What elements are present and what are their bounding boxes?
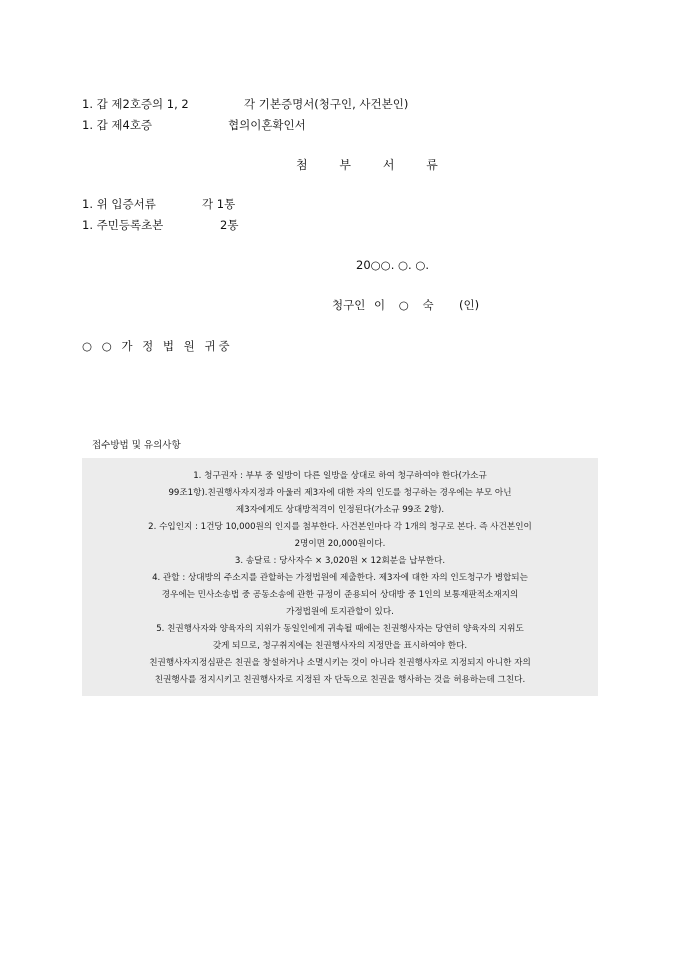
note-line: 99조1항).친권행사자지정과 아울러 제3자에 대한 자의 인도를 청구하는 경우에는 부모 아닌 bbox=[168, 488, 512, 498]
note-line: 제3자에게도 상대방적격이 인정된다(가소규 99조 2항). bbox=[235, 505, 445, 515]
signer-role: 청구인 bbox=[332, 298, 366, 312]
signature-block bbox=[332, 297, 479, 313]
note-line: 3. 송달료 : 당사자수 × 3,020원 × 12회분을 납부한다. bbox=[234, 556, 446, 566]
attachment-count: 2통 bbox=[220, 218, 239, 232]
evidence-item bbox=[82, 117, 306, 133]
notes-box bbox=[82, 458, 598, 696]
note-line: 2명이면 20,000원이다. bbox=[294, 539, 386, 549]
attachments-title: 첨 부 서 류 bbox=[296, 158, 452, 172]
note-line: 1. 청구권자 : 부부 중 일방이 다른 일방을 상대로 하여 청구하여야 한다(가소규 bbox=[193, 471, 487, 481]
evidence-item bbox=[82, 96, 408, 112]
notes-title: 접수방법 및 유의사항 bbox=[92, 440, 181, 451]
note-line: 친권행사를 정지시키고 친권행사자로 지정된 자 단독으로 친권을 행사하는 것을 허용하는데 그친다. bbox=[154, 675, 526, 685]
evidence-number: 1. 갑 제4호증 bbox=[82, 118, 153, 132]
signer-name: 이 ○ 숙 bbox=[374, 298, 439, 312]
note-line: 갖게 되므로, 청구취지에는 친권행사자의 지정만을 표시하여야 한다. bbox=[212, 641, 468, 651]
note-line: 5. 친권행사자와 양육자의 지위가 동일인에게 귀속될 때에는 친권행사자는 당연히 양육자의 지위도 bbox=[156, 624, 524, 634]
note-line: 4. 관할 : 상대방의 주소지를 관할하는 가정법원에 제출한다. 제3자에 대한 자의 인도청구가 병합되는 bbox=[152, 573, 528, 583]
attachment-name: 1. 주민등록초본 bbox=[82, 218, 164, 232]
attachment-name: 1. 위 입증서류 bbox=[82, 197, 156, 211]
note-line: 2. 수입인지 : 1건당 10,000원의 인지를 첨부한다. 사건본인마다 각 1개의 청구로 본다. 즉 사건본인이 bbox=[148, 522, 532, 532]
evidence-number: 1. 갑 제2호증의 1, 2 bbox=[82, 97, 189, 111]
attachment-item bbox=[82, 217, 238, 233]
note-line: 경우에는 민사소송법 중 공동소송에 관한 규정이 준용되어 상대방 중 1인의 보통재판적소재지의 bbox=[161, 590, 519, 600]
note-line: 친권행사자지정심판은 친권을 창설하거나 소멸시키는 것이 아니라 친권행사자로 지정되지 아니한 자의 bbox=[149, 658, 531, 668]
evidence-description: 협의이혼확인서 bbox=[228, 118, 306, 132]
court-addressee: ○ ○ 가 정 법 원 귀중 bbox=[82, 339, 233, 353]
note-line: 가정법원에 토지관할이 있다. bbox=[286, 607, 394, 617]
document-date: 20○○. ○. ○. bbox=[356, 258, 430, 272]
attachment-item bbox=[82, 196, 235, 212]
seal-mark: (인) bbox=[459, 298, 480, 312]
attachment-count: 각 1통 bbox=[202, 197, 236, 211]
evidence-description: 각 기본증명서(청구인, 사건본인) bbox=[244, 97, 409, 111]
